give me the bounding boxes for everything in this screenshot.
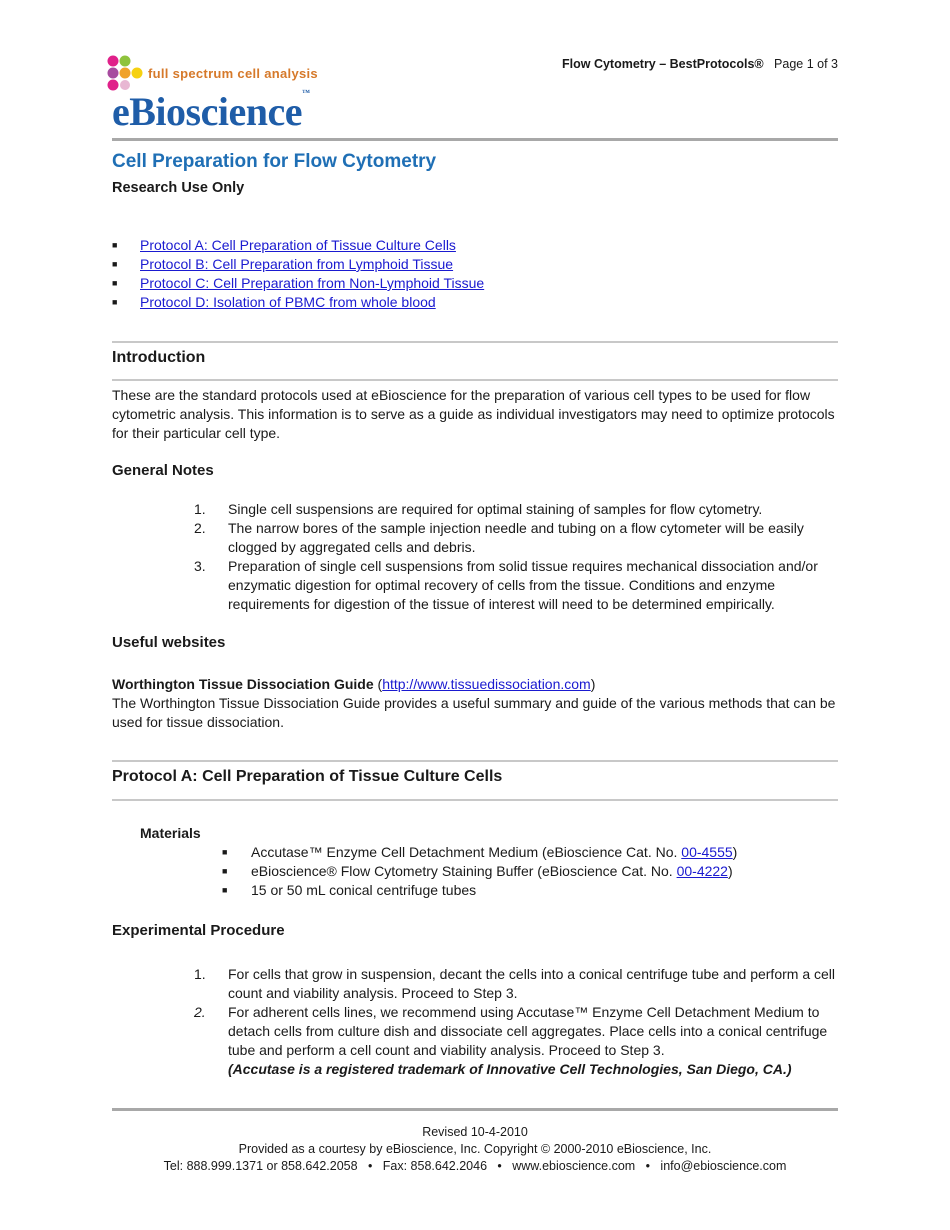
guide-url-link[interactable]: http://www.tissuedissociation.com (382, 676, 591, 692)
logo-brand-text: eBioscience (112, 89, 302, 134)
protocol-a-heading: Protocol A: Cell Preparation of Tissue Culture Cells (112, 768, 503, 785)
logo-dot-4 (120, 68, 131, 79)
toc-link-protocol-b[interactable]: Protocol B: Cell Preparation from Lymphoid Tissue (140, 256, 454, 272)
page-subtitle: Research Use Only (112, 180, 245, 196)
materials-list (222, 843, 737, 900)
footer-divider (112, 1108, 838, 1111)
list-item: 2. For adherent cells lines, we recommend using Accutase™ Enzyme Cell Detachment Medium to detach cells from culture dish and dissociate cell aggregates. Place cells into a conical centrifuge tube and perform a cell count and viability analysis. Proceed to Step 3. (Accutase is a registered trademark of Innovative Cell Technologies, San Diego, CA.) (194, 1004, 828, 1077)
logo-wordmark (112, 88, 310, 135)
section-divider (112, 341, 838, 343)
toc-link-protocol-d[interactable]: Protocol D: Isolation of PBMC from whole blood (140, 294, 436, 310)
websites-heading: Useful websites (112, 634, 226, 651)
footer-contact: Tel: 888.999.1371 or 858.642.2058 • Fax: 858.642.2046 • www.ebioscience.com • info@ebioscience.com (163, 1159, 787, 1173)
toc-link-protocol-a[interactable]: Protocol A: Cell Preparation of Tissue Culture Cells (140, 237, 456, 253)
websites-entry: Worthington Tissue Dissociation Guide (http://www.tissuedissociation.com) The Worthington Tissue Dissociation Guide provides a useful summary and guide of the various methods that can be used for tissue dissociation. (112, 676, 836, 730)
cat-link-00-4222[interactable]: 00-4222 (676, 863, 728, 879)
logo-dot-2 (120, 56, 131, 67)
bullet-icon: ■ (222, 847, 228, 857)
intro-text: These are the standard protocols used at eBioscience for the preparation of various cell types to be used for flow cytometric analysis. This information is to serve as a guide as individual investigators may need to optimize protocols for their particular cell type. (112, 387, 835, 441)
footer-copyright: Provided as a courtesy by eBioscience, Inc. Copyright © 2000-2010 eBioscience, Inc. (238, 1142, 712, 1156)
list-item: ■ 15 or 50 mL conical centrifuge tubes (222, 882, 477, 898)
page-header (562, 57, 838, 71)
list-item: ■ eBioscience® Flow Cytometry Staining Buffer (eBioscience Cat. No. 00-4222) (222, 863, 733, 879)
section-divider (112, 379, 838, 381)
toc-list (112, 236, 484, 312)
header-divider (112, 138, 838, 141)
footer (0, 1124, 950, 1175)
logo-dot-3 (108, 68, 119, 79)
list-item (112, 293, 484, 312)
intro-heading: Introduction (112, 349, 206, 366)
doc-label: Flow Cytometry – BestProtocols® (562, 57, 764, 71)
bullet-icon: ■ (222, 885, 228, 895)
list-item (112, 236, 484, 255)
accutase-note: (Accutase is a registered trademark of Innovative Cell Technologies, San Diego, CA.) (228, 1061, 792, 1077)
page-number: Page 1 of 3 (774, 57, 838, 71)
guide-name: Worthington Tissue Dissociation Guide (112, 676, 374, 692)
logo-tagline: full spectrum cell analysis (148, 66, 318, 81)
toc-link-protocol-c[interactable]: Protocol C: Cell Preparation from Non-Lymphoid Tissue (140, 275, 485, 291)
logo-dot-5 (132, 68, 143, 79)
list-item: 2. The narrow bores of the sample injection needle and tubing on a flow cytometer will be easily clogged by aggregated cells and debris. (194, 520, 804, 555)
guide-description: The Worthington Tissue Dissociation Guide provides a useful summary and guide of the various methods that can be used for tissue dissociation. (112, 695, 836, 730)
logo-dot-1 (108, 56, 119, 67)
list-item: 3. Preparation of single cell suspensions from solid tissue requires mechanical dissociation and/or enzymatic digestion for optimal recovery of cells from the tissue. Conditions and enzyme requirements for digestion of the tissue of interest will need to be determined empirically. (194, 558, 818, 612)
logo-trademark: ™ (302, 88, 310, 97)
general-notes-list (194, 500, 844, 614)
list-item (112, 274, 484, 293)
procedure-list (194, 965, 844, 1079)
materials-heading: Materials (140, 825, 201, 841)
section-divider (112, 760, 838, 762)
list-item (112, 255, 484, 274)
bullet-icon: ■ (112, 297, 118, 307)
page-title: Cell Preparation for Flow Cytometry (112, 151, 437, 172)
bullet-icon: ■ (222, 866, 228, 876)
list-item: 1. For cells that grow in suspension, decant the cells into a conical centrifuge tube and perform a cell count and viability analysis. Proceed to Step 3. (194, 966, 835, 1001)
bullet-icon: ■ (112, 259, 118, 269)
footer-revised: Revised 10-4-2010 (422, 1125, 528, 1139)
section-divider (112, 799, 838, 801)
cat-link-00-4555[interactable]: 00-4555 (681, 844, 733, 860)
list-item: ■ Accutase™ Enzyme Cell Detachment Medium (eBioscience Cat. No. 00-4555) (222, 844, 738, 860)
general-notes-heading: General Notes (112, 462, 214, 479)
procedure-heading: Experimental Procedure (112, 922, 285, 939)
list-item: 1. Single cell suspensions are required for optimal staining of samples for flow cytometry. (194, 501, 763, 517)
bullet-icon: ■ (112, 240, 118, 250)
bullet-icon: ■ (112, 278, 118, 288)
